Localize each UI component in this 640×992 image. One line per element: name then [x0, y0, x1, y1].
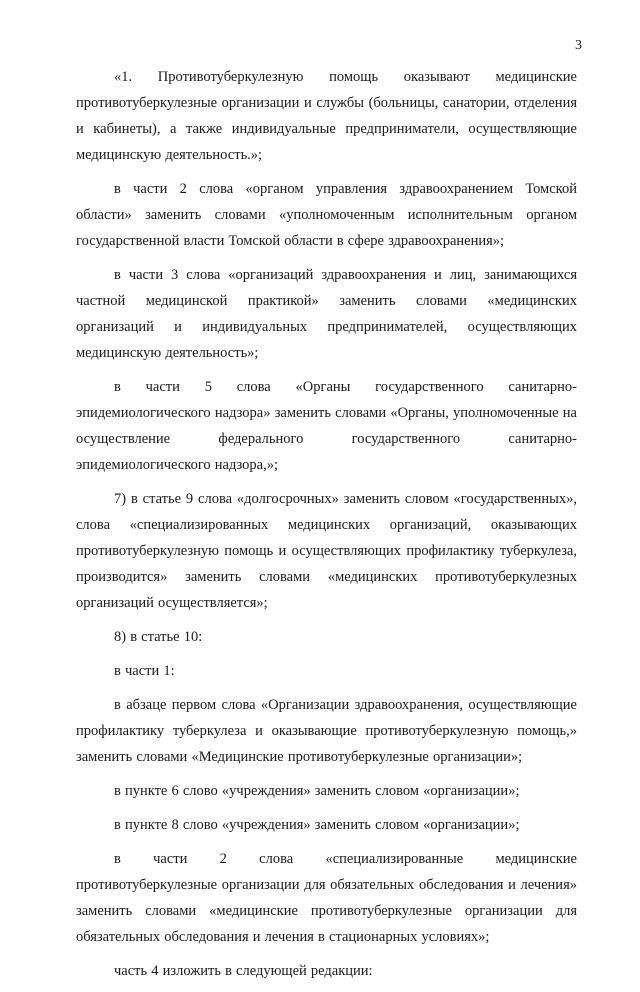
paragraph-part-2-article-10: в части 2 слова «специализированные медицинские противотуберкулезные организации для обязательных обследования и лечения» заменить словами «медицинские противотуберкулезные организации для обязательных обследования и лечения в стационарных условиях»;: [76, 851, 577, 945]
paragraph-part-2: в части 2 слова «органом управления здравоохранением Томской области» заменить словами «уполномоченным исполнительным органом государственной власти Томской области в сфере здравоохранения»;: [76, 181, 577, 249]
paragraph-part-3: в части 3 слова «организаций здравоохранения и лиц, занимающихся частной медицинской практикой» заменить словами «медицинских организаций и индивидуальных предпринимателей, осуществляющих медицинскую деятельность»;: [76, 267, 577, 361]
paragraph-point-8: в пункте 8 слово «учреждения» заменить словом «организации»;: [114, 817, 520, 833]
paragraph-part-5: в части 5 слова «Органы государственного санитарно-эпидемиологического надзора» заменить словами «Органы, уполномоченные на осуществление федерального государственного санитарно-эпидемиологического надзора,»;: [76, 379, 577, 473]
paragraph-part-4: часть 4 изложить в следующей редакции:: [114, 963, 373, 979]
paragraph-first-abzac: в абзаце первом слова «Организации здравоохранения, осуществляющие профилактику туберкулеза и оказывающие противотуберкулезную помощь,» заменить словами «Медицинские противотуберкулезные организации»;: [76, 697, 577, 765]
paragraph-quote-item-1: «1. Противотуберкулезную помощь оказывают медицинские противотуберкулезные организации и службы (больницы, санатории, отделения и кабинеты), а также индивидуальные предприниматели, осуществляющие медицинскую деятельность.»;: [76, 69, 577, 163]
paragraph-part-1: в части 1:: [114, 663, 175, 679]
paragraph-item-7: 7) в статье 9 слова «долгосрочных» заменить словом «государственных», слова «специализированных медицинских организаций, оказывающих противотуберкулезную помощь и осуществляющих профилактику туберкулеза, производится» заменить словами «медицинских противотуберкулезных организаций осуществляется»;: [76, 491, 577, 611]
page-number: 3: [575, 38, 582, 53]
paragraph-item-8: 8) в статье 10:: [114, 629, 203, 645]
paragraph-point-6: в пункте 6 слово «учреждения» заменить словом «организации»;: [114, 783, 520, 799]
document-body: [76, 64, 577, 992]
